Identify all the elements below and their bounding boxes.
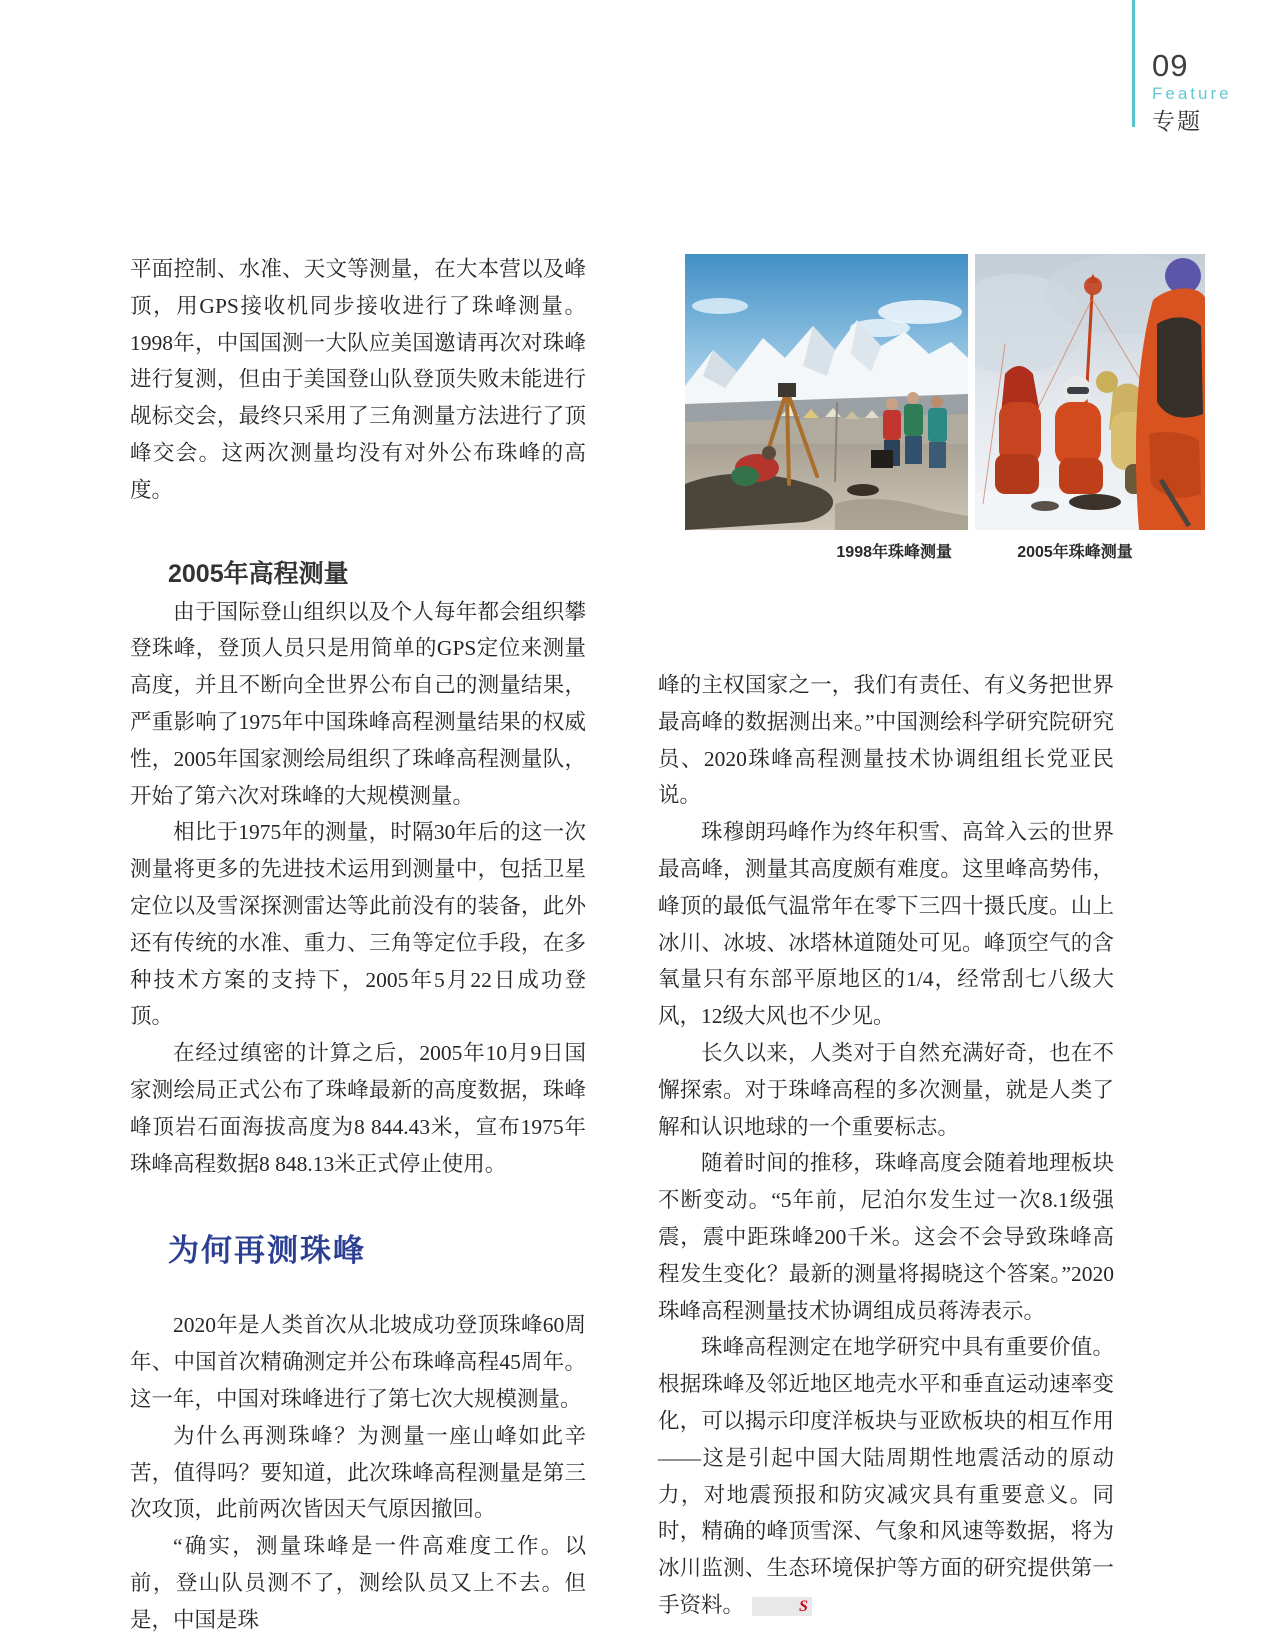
photo-1998-base-camp: [685, 254, 968, 530]
paragraph: [658, 1329, 1114, 1623]
article-end-mark: S: [752, 1597, 812, 1616]
page-number: 09: [1152, 48, 1189, 83]
paragraph: 2020年是人类首次从北坡成功登顶珠峰60周年、中国首次精确测定并公布珠峰高程45周年。这一年，中国对珠峰进行了第七次大规模测量。: [130, 1313, 586, 1411]
paragraph: 峰的主权国家之一，我们有责任、有义务把世界最高峰的数据测出来。”中国测绘科学研究院研究员、2020珠峰高程测量技术协调组组长党亚民说。: [658, 673, 1114, 808]
paragraph-text: 珠峰高程测定在地学研究中具有重要价值。根据珠峰及邻近地区地壳水平和垂直运动速率变化，可以揭示印度洋板块与亚欧板块的相互作用——这是引起中国大陆周期性地震活动的原动力，对地震预报和防灾减灾具有重要意义。同时，精确的峰顶雪深、气象和风速等数据，将为冰川监测、生态环境保护等方面的研究提供第一手资料。: [658, 1335, 1114, 1617]
photo-2005-summit: [975, 254, 1205, 530]
photo-caption-1998: 1998年珠峰测量: [836, 544, 952, 561]
header-accent-line: [1132, 0, 1135, 127]
paragraph: 为什么再测珠峰？为测量一座山峰如此辛苦，值得吗？要知道，此次珠峰高程测量是第三次攻顶，此前两次皆因天气原因撤回。: [130, 1423, 586, 1522]
subsection-heading-2005: 2005年高程测量: [168, 559, 349, 588]
photo-caption-2005: 2005年珠峰测量: [1017, 544, 1133, 561]
paragraph: 相比于1975年的测量，时隔30年后的这一次测量将更多的先进技术运用到测量中，包括卫星定位以及雪深探测雷达等此前没有的装备，此外还有传统的水准、重力、三角等定位手段，在多种技术方案的支持下，2005年5月22日成功登顶。: [130, 820, 586, 1029]
section-heading-why-remeasure: 为何再测珠峰: [168, 1233, 366, 1269]
paragraph: 由于国际登山组织以及个人每年都会组织攀登珠峰，登顶人员只是用简单的GPS定位来测量高度，并且不断向全世界公布自己的测量结果，严重影响了1975年中国珠峰高程测量结果的权威性，2005年国家测绘局组织了珠峰高程测量队，开始了第六次对珠峰的大规模测量。: [130, 599, 586, 808]
section-label-en: Feature: [1152, 84, 1232, 103]
paragraph: “确实，测量珠峰是一件高难度工作。以前，登山队员测不了，测绘队员又上不去。但是，中国是珠: [130, 1534, 586, 1632]
photo-2005-illustration: [975, 254, 1205, 530]
paragraph: 随着时间的推移，珠峰高度会随着地理板块不断变动。“5年前，尼泊尔发生过一次8.1级强震，震中距珠峰200千米。这会不会导致珠峰高程发生变化？最新的测量将揭晓这个答案。”2020珠峰高程测量技术协调组成员蒋涛表示。: [658, 1151, 1114, 1323]
paragraph: 在经过缜密的计算之后，2005年10月9日国家测绘局正式公布了珠峰最新的高度数据，珠峰峰顶岩石面海拔高度为8 844.43米，宣布1975年珠峰高程数据8 848.13米正式停止使用。: [130, 1041, 586, 1176]
photo-1998-illustration: [685, 254, 968, 530]
right-column: [658, 667, 1114, 1624]
section-label-zh: 专题: [1152, 108, 1202, 134]
left-column: [130, 251, 586, 1639]
paragraph: 长久以来，人类对于自然充满好奇，也在不懈探索。对于珠峰高程的多次测量，就是人类了解和认识地球的一个重要标志。: [658, 1040, 1114, 1139]
paragraph: 珠穆朗玛峰作为终年积雪、高耸入云的世界最高峰，测量其高度颇有难度。这里峰高势伟，峰顶的最低气温常年在零下三四十摄氏度。山上冰川、冰坡、冰塔林道随处可见。峰顶空气的含氧量只有东部平原地区的1/4，经常刮七八级大风，12级大风也不少见。: [658, 820, 1114, 1029]
paragraph: 平面控制、水准、天文等测量，在大本营以及峰顶，用GPS接收机同步接收进行了珠峰测量。1998年，中国国测一大队应美国邀请再次对珠峰进行复测，但由于美国登山队登顶失败未能进行觇标交会，最终只采用了三角测量方法进行了顶峰交会。这两次测量均没有对外公布珠峰的高度。: [130, 257, 586, 502]
